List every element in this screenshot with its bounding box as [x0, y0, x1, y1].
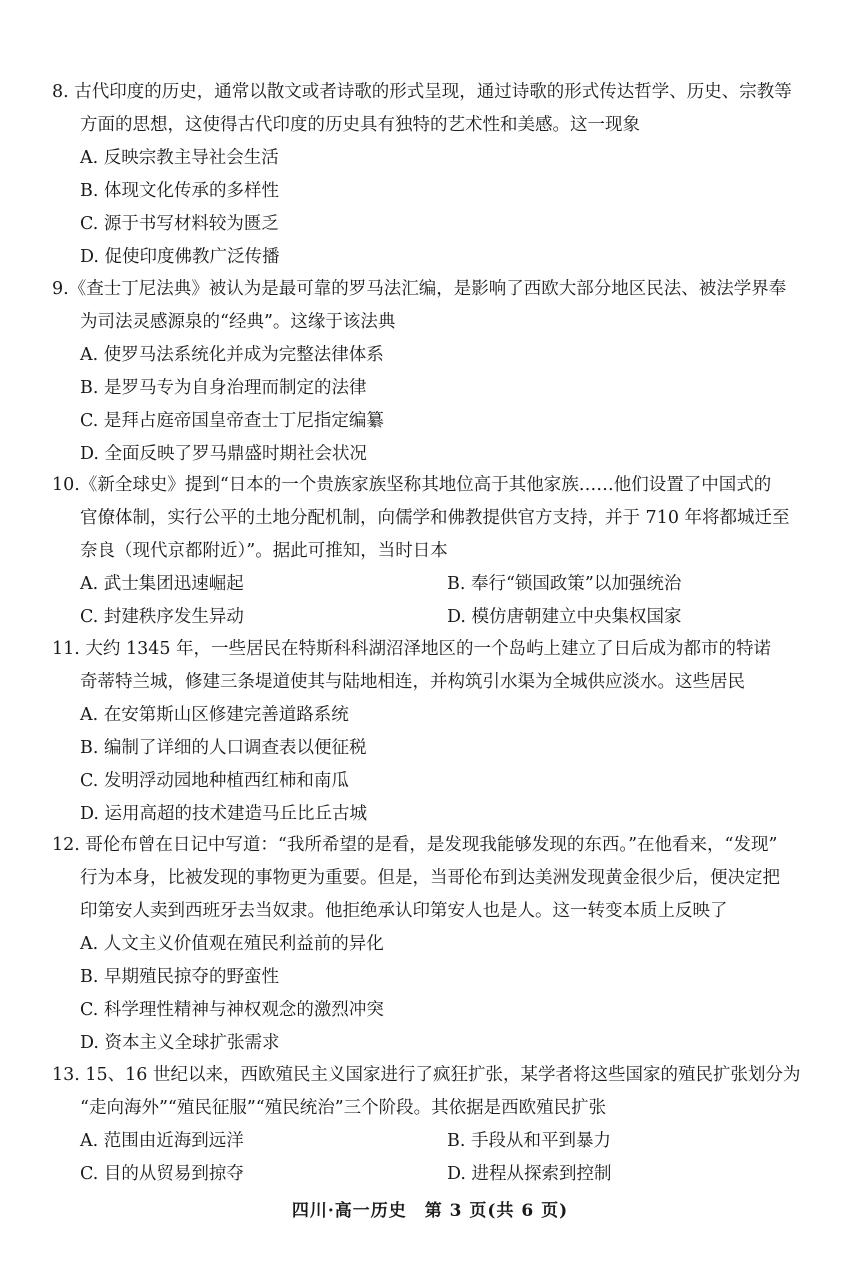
question-11-stem: [52, 633, 822, 699]
question-11-option-d: D. 运用高超的技术建造马丘比丘古城: [80, 804, 368, 824]
question-13-option-d: D. 进程从探索到控制: [447, 1164, 612, 1184]
question-12-stem: [52, 829, 822, 928]
question-10-line-3: 奈良（现代京都附近）”。据此可推知，当时日本: [80, 541, 448, 561]
question-9-option-d: D. 全面反映了罗马鼎盛时期社会状况: [80, 444, 368, 464]
question-11-option-b: B. 编制了详细的人口调查表以便征税: [80, 738, 367, 758]
question-9-option-c: C. 是拜占庭帝国皇帝查士丁尼指定编纂: [80, 411, 384, 431]
question-8-stem: [52, 76, 822, 142]
question-13-line-1: 13. 15、16 世纪以来，西欧殖民主义国家进行了疯狂扩张，某学者将这些国家的殖民扩张划分为: [52, 1065, 801, 1085]
question-9: [52, 273, 822, 464]
question-10-line-2: 官僚体制，实行公平的土地分配机制，向儒学和佛教提供官方支持，并于 710 年将都城迁至: [80, 508, 790, 528]
question-12-option-d: D. 资本主义全球扩张需求: [80, 1033, 280, 1053]
question-8-option-d: D. 促使印度佛教广泛传播: [80, 247, 280, 267]
question-11-option-a: A. 在安第斯山区修建完善道路系统: [80, 705, 349, 725]
question-8-option-b: B. 体现文化传承的多样性: [80, 181, 279, 201]
question-10: [52, 469, 822, 627]
question-11-line-2: 奇蒂特兰城，修建三条堤道使其与陆地相连，并构筑引水渠为全城供应淡水。这些居民: [80, 672, 745, 692]
question-13-stem: [52, 1059, 822, 1125]
question-12-line-3: 印第安人卖到西班牙去当奴隶。他拒绝承认印第安人也是人。这一转变本质上反映了: [80, 901, 728, 921]
question-9-option-a: A. 使罗马法系统化并成为完整法律体系: [80, 345, 384, 365]
question-12-line-2: 行为本身，比被发现的事物更为重要。但是，当哥伦布到达美洲发现黄金很少后，便决定把: [80, 868, 780, 888]
question-12-option-c: C. 科学理性精神与神权观念的激烈冲突: [80, 1000, 384, 1020]
question-10-option-c: C. 封建秩序发生异动: [80, 607, 244, 627]
question-13-option-a: A. 范围由近海到远洋: [80, 1131, 244, 1151]
question-10-stem: [52, 469, 822, 568]
question-8-line-1: 8. 古代印度的历史，通常以散文或者诗歌的形式呈现，通过诗歌的形式传达哲学、历史、宗教等: [52, 82, 792, 102]
question-11-option-c: C. 发明浮动园地种植西红柿和南瓜: [80, 771, 349, 791]
question-8-option-a: A. 反映宗教主导社会生活: [80, 148, 279, 168]
question-12: [52, 829, 822, 1053]
question-9-option-b: B. 是罗马专为自身治理而制定的法律: [80, 378, 367, 398]
question-10-line-1: 10.《新全球史》提到“日本的一个贵族家族坚称其地位高于其他家族……他们设置了中国式的: [52, 475, 772, 495]
question-8: [52, 76, 822, 267]
question-9-line-2: 为司法灵感源泉的“经典”。这缘于该法典: [80, 312, 396, 332]
page-footer: 四川·高一历史 第 3 页(共 6 页): [291, 1201, 569, 1221]
question-11-line-1: 11. 大约 1345 年，一些居民在特斯科科湖沼泽地区的一个岛屿上建立了日后成为都市的特诺: [52, 639, 772, 659]
question-12-option-a: A. 人文主义价值观在殖民利益前的异化: [80, 934, 384, 954]
question-12-option-b: B. 早期殖民掠夺的野蛮性: [80, 967, 279, 987]
question-11: [52, 633, 822, 824]
question-9-line-1: 9.《查士丁尼法典》被认为是最可靠的罗马法汇编，是影响了西欧大部分地区民法、被法学界奉: [52, 279, 787, 299]
question-13-option-b: B. 手段从和平到暴力: [447, 1131, 611, 1151]
question-13: [52, 1059, 822, 1184]
question-9-stem: [52, 273, 822, 339]
question-8-option-c: C. 源于书写材料较为匮乏: [80, 214, 279, 234]
question-10-option-a: A. 武士集团迅速崛起: [80, 574, 244, 594]
question-12-line-1: 12. 哥伦布曾在日记中写道：“我所希望的是看，是发现我能够发现的东西。”在他看来，“发现”: [52, 835, 778, 855]
question-13-line-2: “走向海外”“殖民征服”“殖民统治”三个阶段。其依据是西欧殖民扩张: [80, 1098, 607, 1118]
question-10-option-b: B. 奉行“锁国政策”以加强统治: [447, 574, 682, 594]
question-8-line-2: 方面的思想，这使得古代印度的历史具有独特的艺术性和美感。这一现象: [80, 115, 640, 135]
question-13-option-c: C. 目的从贸易到掠夺: [80, 1164, 244, 1184]
question-10-option-d: D. 模仿唐朝建立中央集权国家: [447, 607, 682, 627]
